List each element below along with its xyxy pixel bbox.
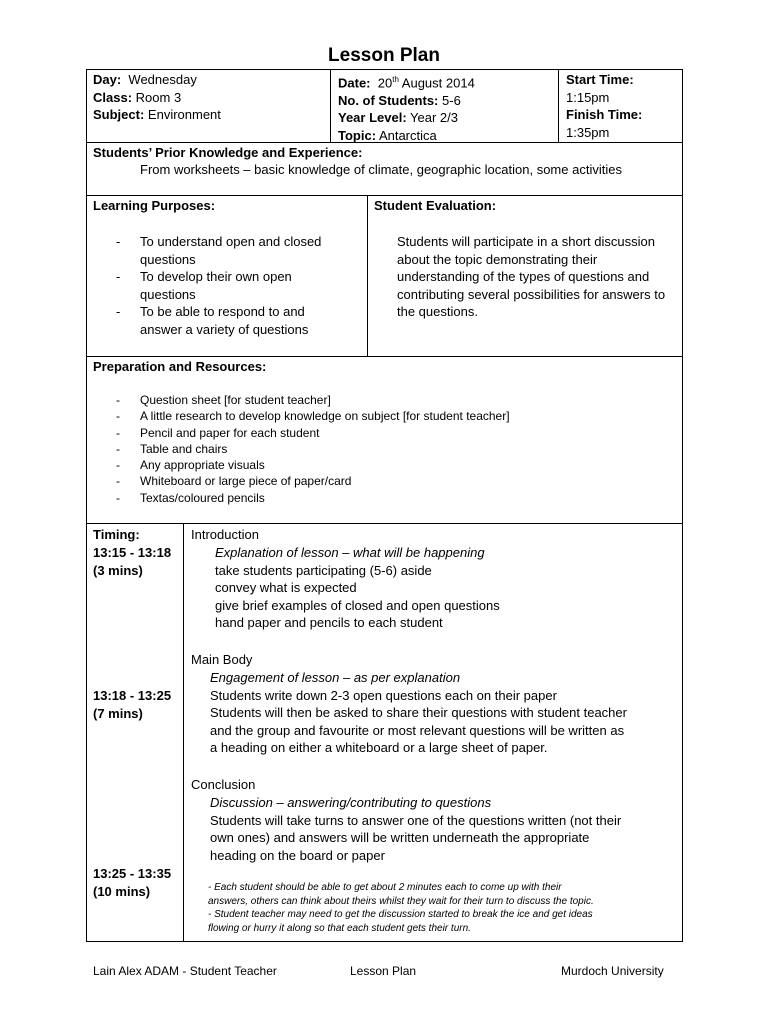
resource-text: Whiteboard or large piece of paper/card: [140, 474, 352, 489]
topic-value: Antarctica: [378, 127, 437, 143]
page-title: Lesson Plan: [328, 45, 440, 66]
col-divider: [367, 195, 368, 356]
footer-left: Lain Alex ADAM - Student Teacher: [93, 964, 277, 978]
timing-main: [93, 687, 171, 722]
main-line: Students will then be asked to share their questions with student teacher: [210, 705, 627, 720]
resource-text: Textas/coloured pencils: [140, 490, 265, 505]
col-divider: [330, 69, 331, 142]
intro-heading: Introduction: [191, 527, 259, 542]
conclusion-line: own ones) and answers will be written underneath the appropriate: [210, 830, 590, 845]
finish-label: Finish Time:: [566, 107, 643, 122]
main-body: [210, 669, 627, 757]
date-label: Date:: [338, 75, 371, 91]
timing-duration: (3 mins): [93, 562, 143, 578]
year-value: Year 2/3: [410, 110, 458, 126]
list-item: - A little research to develop knowledge on subject [for student teacher]: [116, 409, 510, 424]
note-line: - Each student should be able to get about 2 minutes each to come up with their: [208, 882, 562, 893]
table-border-right: [682, 69, 683, 942]
timing-range: 13:25 - 13:35: [93, 866, 172, 881]
header-left-cell: [93, 71, 221, 124]
list-item: - Table and chairs: [116, 441, 228, 456]
list-item: - To be able to respond to and answer a variety of questions: [116, 303, 346, 338]
resource-text: Any appropriate visuals: [140, 458, 265, 473]
timing-duration: (10 mins): [93, 883, 151, 899]
list-item: - To understand open and closed questions: [116, 233, 346, 268]
conclusion-notes: [208, 881, 594, 935]
row-divider: [86, 523, 683, 524]
col-divider: [183, 523, 184, 941]
class-label: Class:: [93, 89, 133, 105]
main-line: and the group and favourite or most relevant questions will be written as: [210, 722, 625, 738]
purposes-heading: Learning Purposes:: [93, 198, 216, 213]
prior-text: From worksheets – basic knowledge of climate, geographic location, some activities: [140, 162, 622, 177]
evaluation-heading: Student Evaluation:: [374, 198, 497, 213]
resource-text: Question sheet [for student teacher]: [140, 393, 331, 407]
intro-sub: Explanation of lesson – what will be happening: [215, 545, 485, 560]
timing-conclusion: [93, 865, 171, 900]
main-line: Students write down 2-3 open questions each on their paper: [210, 687, 557, 703]
row-divider: [86, 356, 683, 357]
resources-heading: Preparation and Resources:: [93, 359, 267, 374]
main-line: a heading on either a whiteboard or a large sheet of paper.: [210, 740, 548, 755]
evaluation-text: Students will participate in a short discussion about the topic demonstrating their understanding of the types of questions and contributing several possibilities for answers to the questions.: [397, 234, 666, 319]
note-line: answers, others can think about theirs whilst they wait for their turn to discuss the topic.: [208, 895, 594, 907]
year-label: Year Level:: [338, 110, 407, 126]
day-value: Wednesday: [128, 72, 197, 87]
list-item: - Pencil and paper for each student: [116, 425, 320, 440]
intro-line: hand paper and pencils to each student: [215, 615, 443, 630]
timing-range: 13:18 - 13:25: [93, 688, 172, 703]
intro-body: [215, 544, 500, 632]
conclusion-line: Students will take turns to answer one of the questions written (not their: [210, 812, 622, 828]
date-rest: August 2014: [401, 75, 475, 91]
resource-text: Table and chairs: [140, 441, 228, 456]
purpose-text: To be able to respond to and answer a variety of questions: [140, 304, 309, 337]
resources-list: [116, 392, 510, 506]
header-right-cell: [566, 71, 642, 141]
purpose-text: To develop their own open questions: [140, 269, 292, 302]
finish-value: 1:35pm: [566, 124, 610, 140]
students-label: No. of Students:: [338, 92, 439, 108]
table-border-bottom: [86, 941, 683, 942]
list-item: - Whiteboard or large piece of paper/card: [116, 474, 352, 489]
row-divider: [86, 195, 683, 196]
subject-label: Subject:: [93, 107, 145, 122]
date-suffix: th: [392, 75, 399, 84]
table-border-left: [86, 69, 87, 942]
list-item: - Any appropriate visuals: [116, 458, 265, 473]
subject-value: Environment: [147, 107, 221, 122]
intro-line: convey what is expected: [215, 580, 357, 595]
conclusion-body: [210, 794, 621, 864]
list-item: - Textas/coloured pencils: [116, 490, 265, 505]
prior-heading: Students’ Prior Knowledge and Experience:: [93, 145, 363, 160]
list-item: - To develop their own open questions: [116, 268, 346, 303]
table-border-top: [86, 69, 683, 70]
topic-label: Topic:: [338, 127, 377, 143]
timing-duration: (7 mins): [93, 705, 143, 721]
footer-right: Murdoch University: [561, 964, 664, 978]
timing-intro: [93, 544, 171, 579]
footer-center: Lesson Plan: [350, 964, 417, 978]
conclusion-line: heading on the board or paper: [210, 847, 385, 863]
resource-text: A little research to develop knowledge on subject [for student teacher]: [140, 409, 510, 424]
col-divider: [558, 69, 559, 142]
intro-line: take students participating (5-6) aside: [215, 562, 432, 578]
conclusion-heading: Conclusion: [191, 777, 256, 792]
purpose-text: To understand open and closed questions: [140, 234, 322, 267]
main-sub: Engagement of lesson – as per explanation: [210, 670, 461, 685]
header-middle-cell: [338, 71, 475, 144]
note-line: - Student teacher may need to get the discussion started to break the ice and get ideas: [208, 909, 593, 920]
list-item: - Question sheet [for student teacher]: [116, 393, 331, 407]
conclusion-sub: Discussion – answering/contributing to questions: [210, 795, 492, 810]
start-label: Start Time:: [566, 72, 634, 87]
main-heading: Main Body: [191, 652, 253, 667]
timing-range: 13:15 - 13:18: [93, 545, 172, 560]
timing-label: Timing:: [93, 527, 140, 542]
students-value: 5-6: [442, 92, 461, 108]
resource-text: Pencil and paper for each student: [140, 425, 320, 440]
class-value: Room 3: [135, 89, 182, 105]
note-line: flowing or hurry it along so that each student gets their turn.: [208, 922, 471, 934]
date-day: 20: [377, 75, 393, 91]
purposes-list: [116, 233, 346, 338]
start-value: 1:15pm: [566, 89, 610, 105]
intro-line: give brief examples of closed and open questions: [215, 597, 500, 613]
day-label: Day:: [93, 72, 122, 87]
